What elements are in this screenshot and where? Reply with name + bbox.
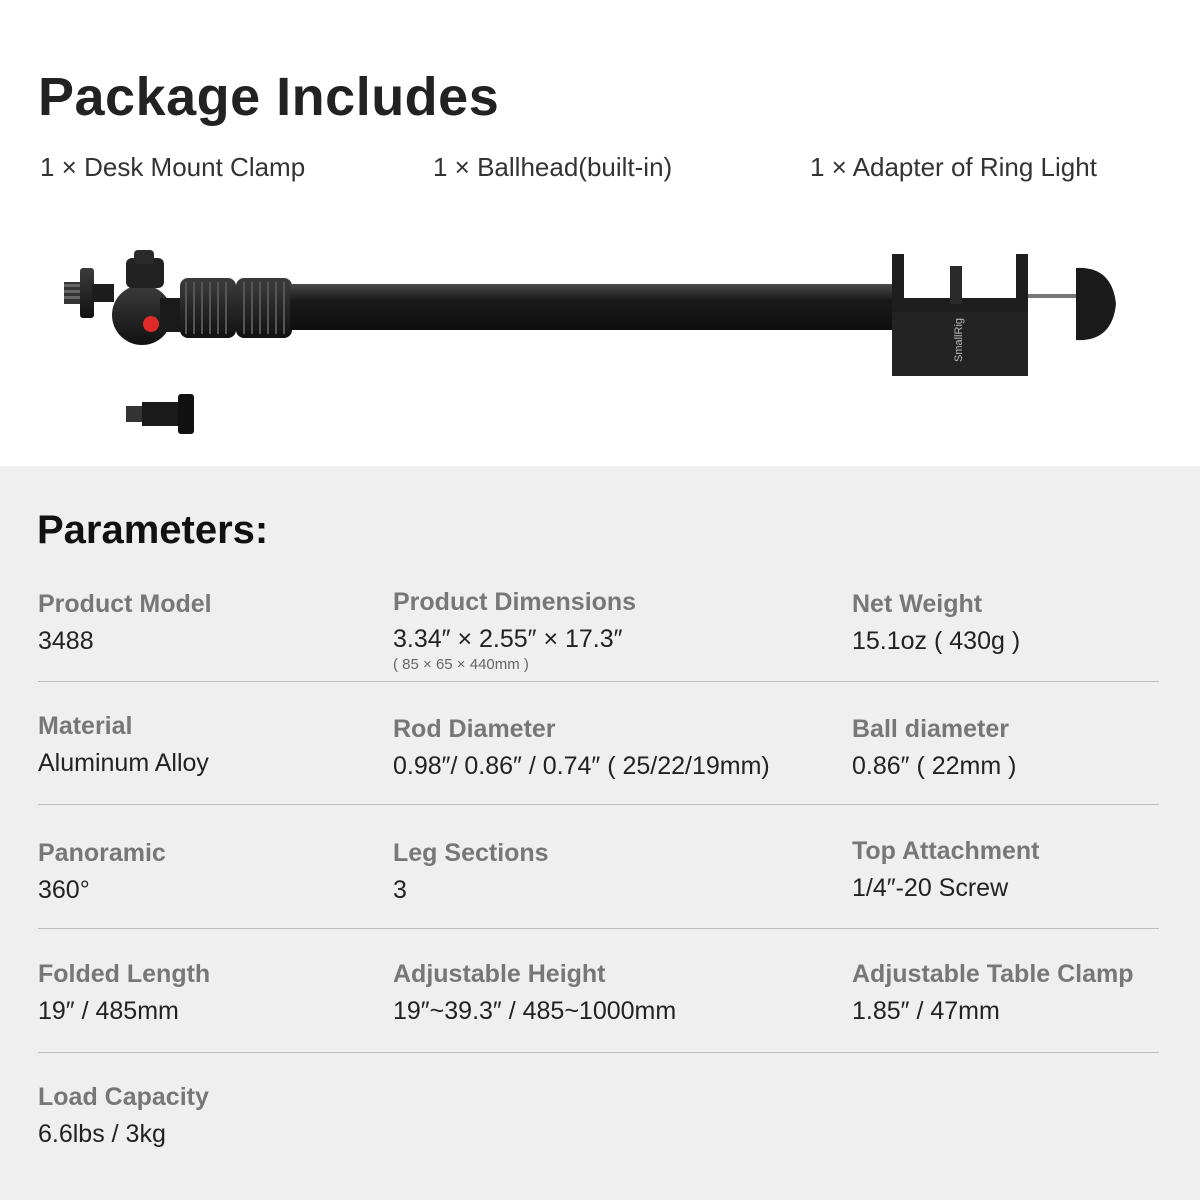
extension-rod [290,284,896,330]
package-item-ballhead: 1 × Ballhead(built-in) [433,152,673,182]
row-divider [38,681,1159,682]
param-ball-diameter [852,715,1016,781]
package-section [0,0,1200,466]
param-value: 3 [393,876,407,904]
param-subvalue: ( 85 × 65 × 440mm ) [393,656,529,673]
param-value: 360° [38,876,90,904]
param-value: 15.1oz ( 430g ) [852,627,1021,655]
package-item-adapter: 1 × Adapter of Ring Light [810,152,1097,182]
param-value: 19″ / 485mm [38,997,179,1025]
param-rod-diameter [393,715,770,781]
param-adjustable-height [393,960,676,1026]
param-label: Material [38,712,133,740]
param-label: Product Dimensions [393,588,637,616]
param-label: Net Weight [852,590,983,618]
param-value: 0.98″/ 0.86″ / 0.74″ ( 25/22/19mm) [393,752,770,780]
param-label: Product Model [38,590,212,618]
param-material [38,712,209,778]
row-divider [38,928,1159,929]
desk-clamp [892,254,1116,376]
param-label: Panoramic [38,839,166,867]
param-label: Adjustable Table Clamp [852,960,1134,988]
ballhead [64,250,182,345]
param-label: Load Capacity [38,1083,209,1111]
param-value: 19″~39.3″ / 485~1000mm [393,997,677,1025]
param-label: Adjustable Height [393,960,606,988]
param-value: 3488 [38,627,94,655]
param-leg-sections [393,839,549,905]
param-value: 3.34″ × 2.55″ × 17.3″ [393,625,623,653]
param-value: 6.6lbs / 3kg [38,1120,166,1148]
package-title: Package Includes [38,67,500,127]
product-image [0,220,1200,460]
lock-button-icon [143,316,159,332]
param-product-dimensions [393,588,636,673]
rod-lock-rings [180,278,292,338]
ring-light-adapter [126,394,194,434]
param-label: Top Attachment [852,837,1040,865]
param-net-weight [852,590,1020,656]
param-label: Rod Diameter [393,715,556,743]
param-load-capacity [38,1083,209,1149]
row-divider [38,804,1159,805]
param-label: Ball diameter [852,715,1010,743]
param-folded-length [38,960,210,1026]
param-adjustable-table-clamp [852,960,1134,1026]
param-value: Aluminum Alloy [38,749,209,777]
param-top-attachment [852,837,1040,903]
package-item-clamp: 1 × Desk Mount Clamp [40,152,306,182]
row-divider [38,1052,1159,1053]
clamp-brand-label: SmallRig [953,317,965,362]
param-value: 0.86″ ( 22mm ) [852,752,1017,780]
param-label: Leg Sections [393,839,549,867]
parameters-title: Parameters: [37,508,269,552]
param-panoramic [38,839,166,905]
param-label: Folded Length [38,960,211,988]
param-product-model [38,590,212,656]
param-value: 1.85″ / 47mm [852,997,1000,1025]
param-value: 1/4″-20 Screw [852,874,1009,902]
